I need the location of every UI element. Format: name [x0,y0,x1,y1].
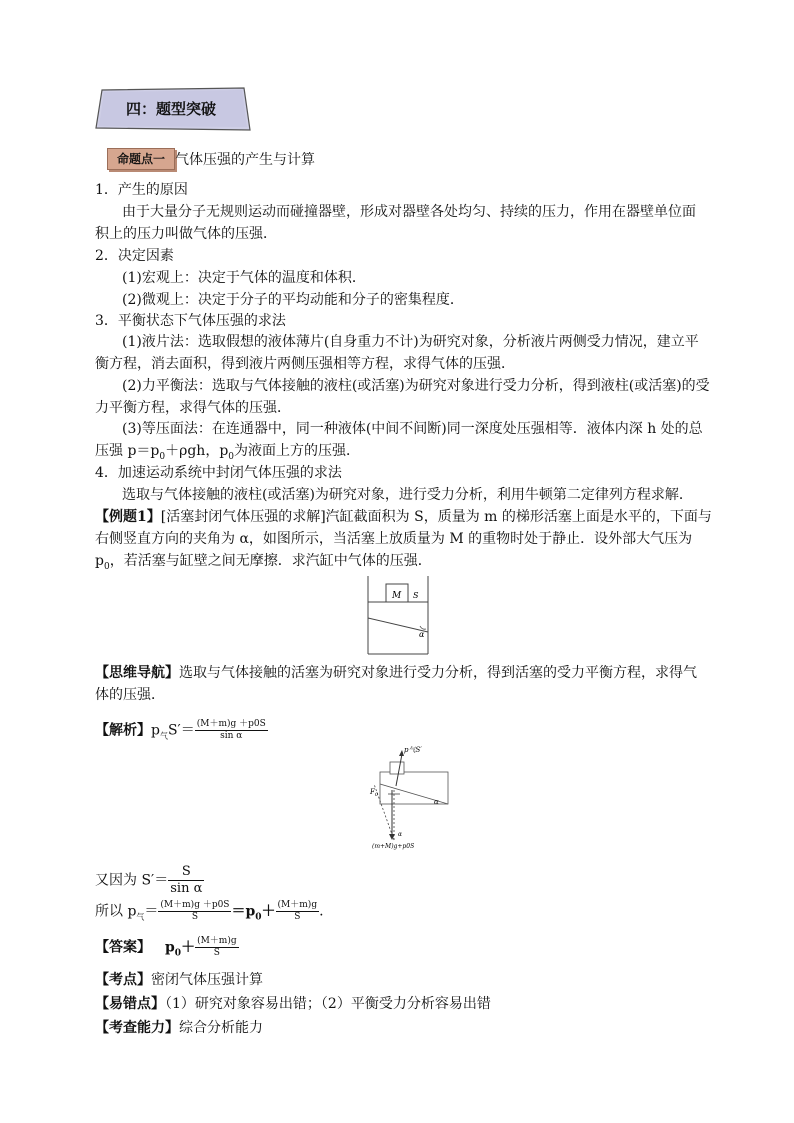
angle-label: α [419,630,425,639]
thinking-line-1 [95,663,697,683]
nengli-label: 【考查能力】 [95,1020,179,1036]
kaodian-line [95,970,263,990]
kaodian-text: 密闭气体压强计算 [151,972,263,988]
section-banner [94,86,252,132]
point-2-line-2: (2)微观上：决定于分子的平均动能和分子的密集程度． [122,292,464,308]
thinking-text-1: 选取与气体接触的活塞为研究对象进行受力分析，得到活塞的受力平衡方程，求得气 [179,665,697,681]
point-4-heading: 4．加速运动系统中封闭气体压强的求法 [95,465,342,481]
p-symbol: p [151,722,160,739]
point-3-heading: 3．平衡状态下气体压强的求法 [95,313,286,329]
plus-sign: ＋ [261,903,276,920]
point-3-line-2: 衡方程，消去面积，得到液片两侧压强相等方程，求得气体的压强． [95,356,515,372]
subscript-0: 0 [228,451,235,462]
example-line-2: 右侧竖直方向的夹角为 α，如图所示，当活塞上放质量为 M 的重物时处于静止．设外部大气压为 [95,531,693,547]
so-fraction-1 [158,900,231,923]
so-line [95,900,324,927]
point-2-heading: 2．决定因素 [95,248,174,264]
point-3-line-1: (1)液片法：选取假想的液体薄片(自身重力不计)为研究对象，分析液片两侧受力情况，建立平 [122,334,699,350]
topic-title: 气体压强的产生与计算 [175,152,315,168]
plus-sign: ＋ [181,939,196,956]
equals-p: ＝p [231,903,256,920]
so-prefix: 所以 p [95,903,137,920]
point-3-line-4: 力平衡方程，求得气体的压强． [95,400,291,416]
example-line-3 [95,551,432,577]
so-fraction-2 [276,900,320,923]
point-2-line-1: (1)宏观上：决定于气体的温度和体积． [122,270,366,286]
fraction-numerator: (M＋m)g ＋p0S [160,900,230,910]
subscript-0: 0 [103,561,110,572]
pressure-eq-part-2: ＋ρgh，p [165,443,229,459]
p0-symbol: p [95,553,104,569]
nengli-line [95,1018,263,1038]
section-title: 四：题型突破 [126,100,217,118]
yicuo-line [95,994,491,1014]
angle-label-1: α [434,798,439,806]
topic-tag [107,148,175,170]
also-because-line [95,864,204,897]
analysis-line [95,719,268,746]
also-text: 又因为 S′＝ [95,872,169,889]
thinking-line-2: 体的压强． [95,687,165,703]
subscript-gas: 气 [136,912,145,922]
subscript-gas: 气 [159,731,168,741]
subscript-0: 0 [159,451,166,462]
point-1-line-1: 由于大量分子无规则运动而碰撞器壁，形成对器壁各处均匀、持续的压力，作用在器壁单位面 [122,204,696,220]
force-label-pS: p气S′ [404,746,422,754]
point-3-line-3: (2)力平衡法：选取与气体接触的液柱(或活塞)为研究对象进行受力分析，得到液柱(或活塞)的受 [122,378,710,394]
point-1-heading: 1．产生的原因 [95,182,188,198]
subscript-0: 0 [174,948,182,959]
fraction-numerator: S [168,864,204,881]
force-label-total: (m+M)g+p0S [372,843,415,850]
point-1-line-2: 积上的压力叫做气体的压强． [95,226,277,242]
example-line-1 [95,507,712,527]
yicuo-text: （1）研究对象容易出错；（2）平衡受力分析容易出错 [165,996,491,1012]
answer-label: 【答案】 [95,939,151,956]
cylinder-figure [360,574,434,656]
analysis-fraction [195,719,268,742]
mass-label-M: M [392,591,402,601]
yicuo-label: 【易错点】 [95,996,165,1012]
pressure-eq-part-3: 为液面上方的压强． [234,443,361,459]
analysis-mid: S′＝ [167,722,195,739]
point-3-line-5: (3)等压面法：在连通器中，同一种液体(中间不间断)同一深度处压强相等．液体内深 h 处的总 [122,421,703,437]
fraction-denominator: sin α [220,731,243,741]
answer-line [95,936,239,963]
fraction-denominator: S [213,948,220,958]
nengli-text: 综合分析能力 [179,1020,263,1036]
topic-tag-label: 命题点一 [116,152,165,166]
period: . [319,903,324,920]
equals-sign: ＝ [144,903,159,920]
fraction-numerator: (M＋m)g [197,936,237,946]
example-text-1: [活塞封闭气体压强的求解]汽缸截面积为 S，质量为 m 的梯形活塞上面是水平的，下面与 [160,509,712,525]
kaodian-label: 【考点】 [95,972,151,988]
example-text-3: ，若活塞与缸壁之间无摩擦．求汽缸中气体的压强． [109,553,432,569]
thinking-label: 【思维导航】 [95,665,179,681]
answer-fraction [195,936,239,959]
fraction-numerator: (M＋m)g [277,900,318,910]
fraction-denominator: S [191,912,199,922]
subscript-0: 0 [255,912,262,923]
fraction-denominator: sin α [170,881,203,896]
fraction-denominator: S [294,912,301,922]
example-label: 【例题1】 [95,509,161,525]
angle-label-2: α [398,831,403,838]
area-label-S: S [413,591,419,600]
point-4-line-1: 选取与气体接触的液柱(或活塞)为研究对象，进行受力分析，利用牛顿第二定律列方程求解． [122,487,693,503]
analysis-label: 【解析】 [95,722,151,739]
s-prime-fraction [168,864,204,897]
force-label-F: $F_0$ [370,788,379,798]
fraction-numerator: (M＋m)g ＋p0S [196,719,266,729]
force-diagram [368,744,460,852]
pressure-eq-part-1: 压强 p＝p [95,443,160,459]
answer-p: p [165,939,175,956]
